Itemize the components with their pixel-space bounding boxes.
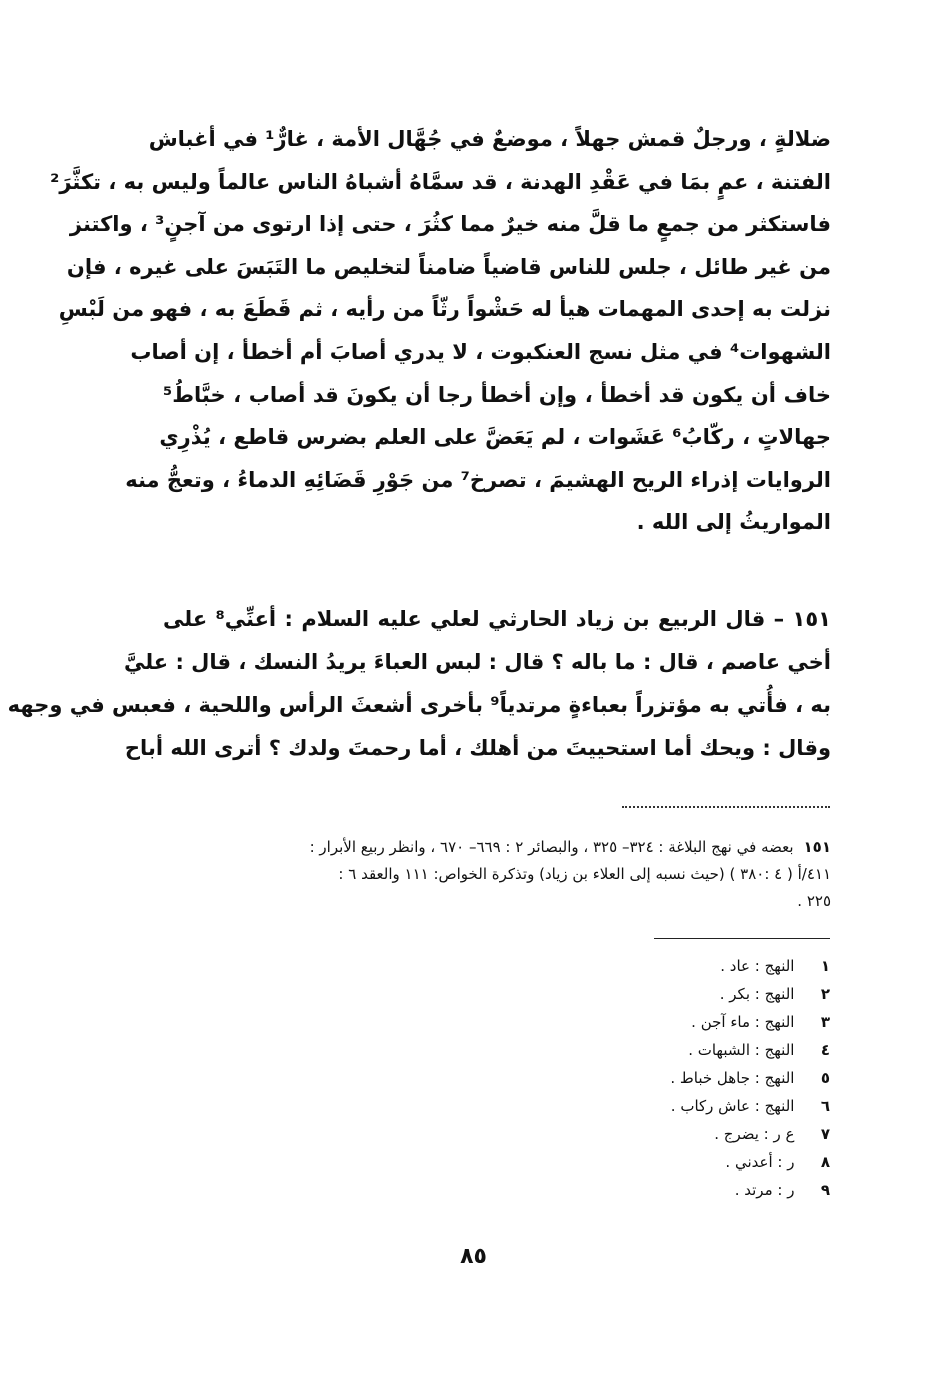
footnote-item xyxy=(670,1036,830,1064)
text-line: الشهوات⁴ في مثل نسج العنكبوت ، لا يدري أصابَ أم أخطأ ، إن أصاب xyxy=(130,339,831,364)
footnote-number: ٩ xyxy=(820,1181,830,1199)
footnote-text: النهج : عاد . xyxy=(720,957,795,975)
footnote-item xyxy=(670,1008,830,1036)
footnote-text: النهج : عاش ركاب . xyxy=(670,1097,795,1115)
text-line: وقال : ويحك أما استحييتَ من أهلك ، أما رحمتَ ولدك ؟ أترى الله أباح xyxy=(124,736,831,760)
footnote-number: ٢ xyxy=(820,985,830,1003)
footnote-text: ر : أعدني . xyxy=(725,1153,795,1171)
footnote-item xyxy=(670,1148,830,1176)
footnote-list xyxy=(670,952,830,1204)
text-line: أخي عاصم ، قال : ما باله ؟ قال : لبس العباءَ يريدُ النسك ، قال : عليَّ xyxy=(123,650,831,674)
text-line: ضلالةٍ ، ورجلٌ قمش جهلاً ، موضعٌ في جُهَّال الأمة ، غارٌّ¹ في أغباش xyxy=(148,127,831,151)
source-note-text: بعضه في نهج البلاغة : ٣٢٤– ٣٢٥ ، والبصائر ٢ : ٦٦٩– ٦٧٠ ، وانظر ربيع الأبرار : xyxy=(309,838,794,856)
dotted-separator xyxy=(622,806,830,808)
text-line: خاف أن يكون قد أخطأ ، وإن أخطأ رجا أن يكونَ قد أصاب ، خبَّاطُ⁵ xyxy=(163,382,831,407)
footnote-number: ٦ xyxy=(820,1097,830,1115)
footnote-number: ٧ xyxy=(820,1125,830,1143)
main-paragraph xyxy=(50,118,831,544)
footnote-item xyxy=(670,980,830,1008)
text-line: فاستكثر من جمعٍ ما قلَّ منه خيرٌ مما كثُرَ ، حتى إذا ارتوى من آجنٍ³ ، واكتنز xyxy=(69,212,831,237)
text-line: الفتنة ، عمٍ بمَا في عَقْدِ الهدنة ، قد سمَّاهُ أشباهُ الناس عالماً وليس به ، تكثَّرَ² xyxy=(50,169,831,194)
footnote-item xyxy=(670,1120,830,1148)
footnote-item xyxy=(670,952,830,980)
footnote-text: النهج : جاهل خباط . xyxy=(670,1069,795,1087)
text-line: الروايات إذراء الريح الهشيمَ ، تصرخ⁷ من جَوْرِ قَضَائِهِ الدماءُ ، وتعجُّ منه xyxy=(125,467,831,492)
source-note-number: ١٥١ xyxy=(803,838,831,856)
footnote-text: ع ر : يضرج . xyxy=(714,1125,795,1143)
footnote-number: ٤ xyxy=(820,1041,830,1059)
text-line: المواريثُ إلى الله . xyxy=(636,510,831,535)
footnote-number: ٥ xyxy=(820,1069,830,1087)
footnote-item xyxy=(670,1064,830,1092)
footnote-number: ٣ xyxy=(820,1013,830,1031)
text-line: به ، فأُتي به مؤتزراً بعباءةٍ مرتدياً⁹ بأخرى أشعثَ الرأس واللحية ، فعبس في وجهه xyxy=(7,693,831,717)
footnote-item xyxy=(670,1176,830,1204)
footnote-text: النهج : ماء آجن . xyxy=(691,1013,795,1031)
footnote-number: ١ xyxy=(820,957,830,975)
text-line: من غير طائل ، جلس للناس قاضياً ضامناً لتخليص ما التَبَسَ على غيره ، فإن xyxy=(66,254,831,279)
source-note xyxy=(163,834,831,915)
footnote-number: ٨ xyxy=(820,1153,830,1171)
page-number: ٨٥ xyxy=(460,1244,487,1269)
text-line: نزلت به إحدى المهمات هيأ له حَشْواً رثّاً من رأيه ، ثم قَطَعَ به ، فهو من لَبْسِ xyxy=(58,297,831,322)
source-note-line xyxy=(163,834,831,861)
text-line: ١٥١ – قال الربيع بن زياد الحارثي لعلي عليه السلام : أعنِّي⁸ على xyxy=(163,607,831,631)
text-line: جهالاتٍ ، ركّابُ⁶ عَشَوات ، لم يَعَضَّ على العلم بضرس قاطع ، يُذْرِي xyxy=(159,425,831,450)
footnote-separator xyxy=(654,938,830,939)
footnote-text: ر : مرتد . xyxy=(734,1181,795,1199)
paragraph-151 xyxy=(7,598,831,770)
footnote-text: النهج : الشبهات . xyxy=(688,1041,795,1059)
footnote-item xyxy=(670,1092,830,1120)
source-note-line: ٤١١/أ ( ٤ :٣٨٠ ) (حيث نسبه إلى العلاء بن زياد) وتذكرة الخواص: ١١١ والعقد ٦ : xyxy=(338,865,831,883)
source-note-line: ٢٢٥ . xyxy=(797,892,831,910)
footnote-text: النهج : بكر . xyxy=(719,985,795,1003)
